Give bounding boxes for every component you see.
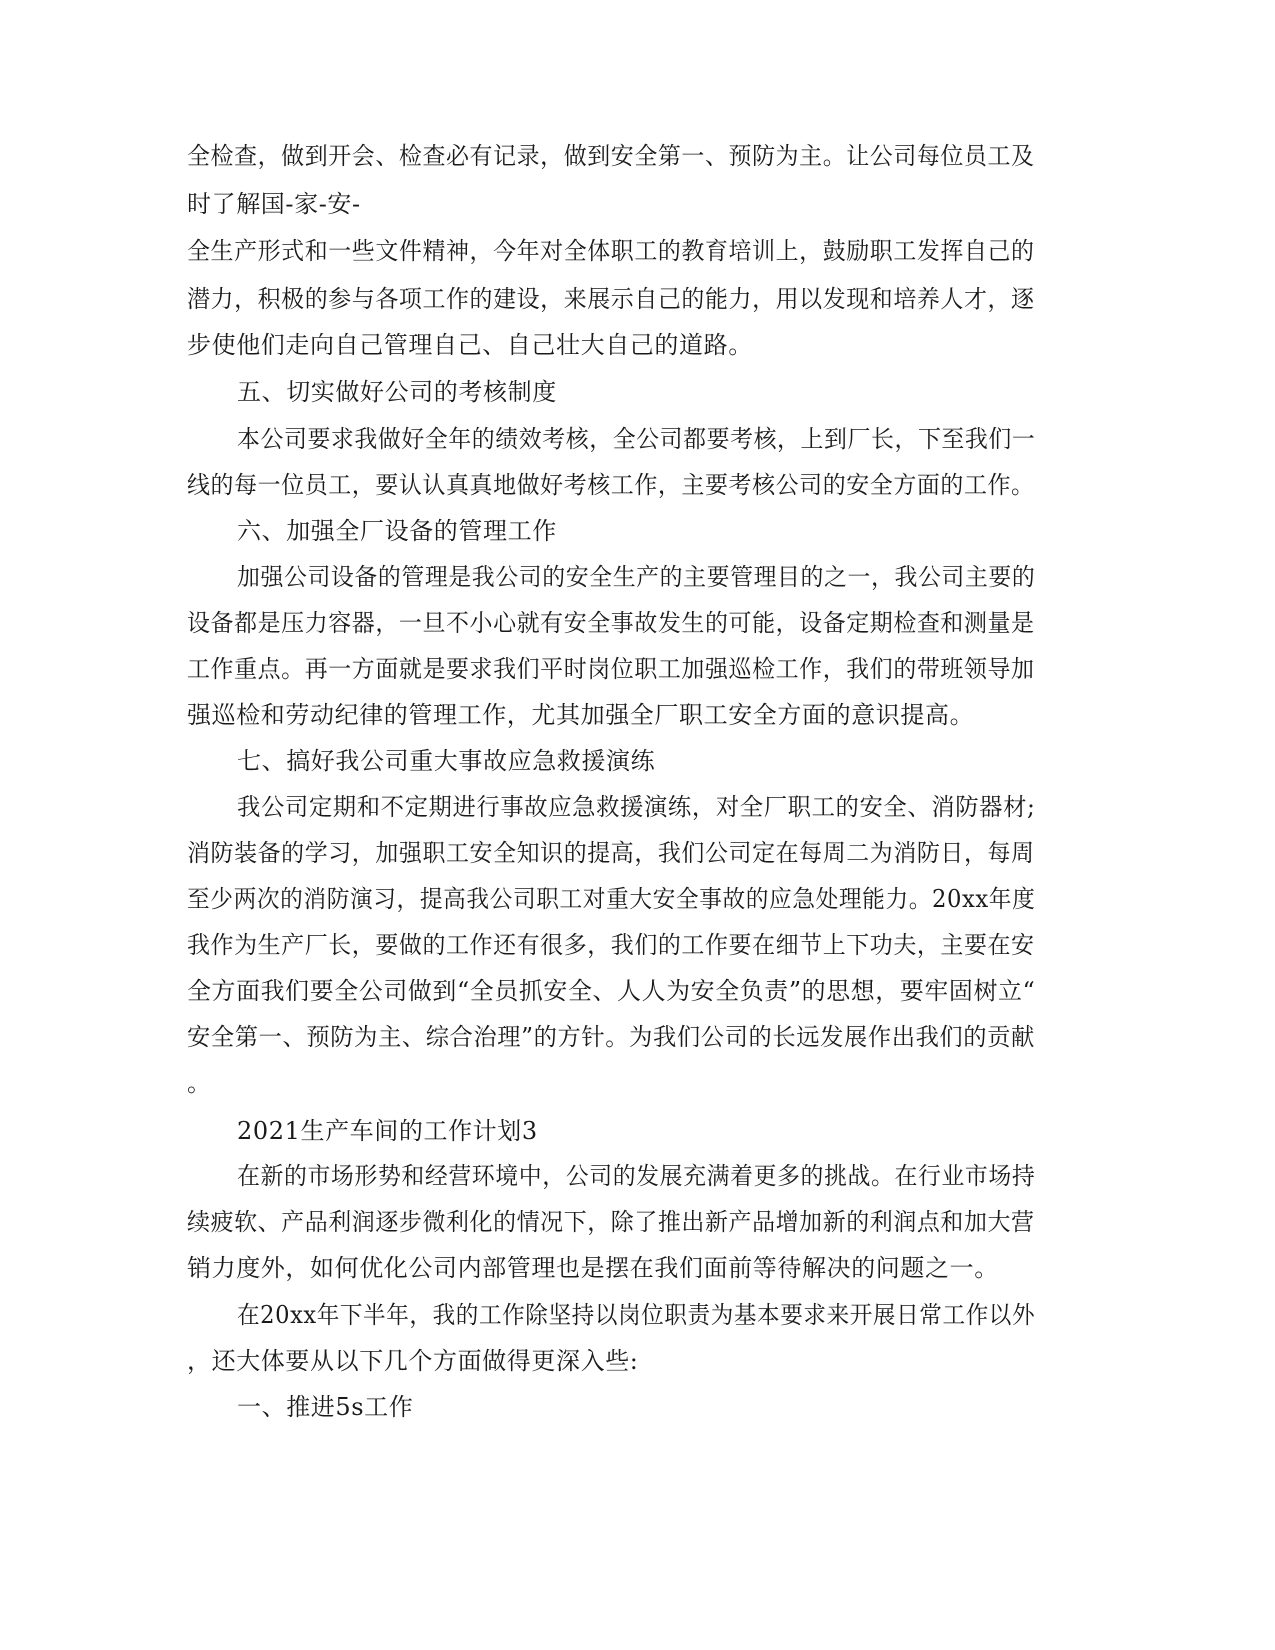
section-heading: 五、切实做好公司的考核制度: [237, 378, 557, 406]
body-text-line: 设备都是压力容器，一旦不小心就有安全事故发生的可能，设备定期检查和测量是: [187, 609, 1035, 637]
body-text-line: 强巡检和劳动纪律的管理工作，尤其加强全厂职工安全方面的意识提高。: [187, 701, 975, 729]
body-text-line: 消防装备的学习，加强职工安全知识的提高，我们公司定在每周二为消防日，每周: [187, 839, 1035, 867]
body-text-line: 全生产形式和一些文件精神，今年对全体职工的教育培训上，鼓励职工发挥自己的: [187, 237, 1035, 265]
section-heading: 一、推进5s工作: [237, 1393, 414, 1421]
body-text-line: 时了解国-家-安-: [187, 190, 361, 218]
document-subtitle: 2021生产车间的工作计划3: [237, 1117, 538, 1145]
section-heading: 七、搞好我公司重大事故应急救援演练: [237, 747, 656, 775]
body-text-line: 销力度外，如何优化公司内部管理也是摆在我们面前等待解决的问题之一。: [187, 1254, 999, 1282]
body-text-line: 我作为生产厂长，要做的工作还有很多，我们的工作要在细节上下功夫，主要在安: [187, 931, 1035, 959]
body-text-line: ，还大体要从以下几个方面做得更深入些:: [187, 1347, 639, 1375]
body-text-line: 我公司定期和不定期进行事故应急救援演练，对全厂职工的安全、消防器材;: [237, 793, 1036, 821]
body-text-line: 全方面我们要全公司做到“全员抓安全、人人为安全负责”的思想，要牢固树立“: [187, 977, 1036, 1005]
body-text-line: 在新的市场形势和经营环境中，公司的发展充满着更多的挑战。在行业市场持: [237, 1162, 1036, 1190]
body-text-line: 全检查，做到开会、检查必有记录，做到安全第一、预防为主。让公司每位员工及: [187, 142, 1035, 170]
body-text-line: 至少两次的消防演习，提高我公司职工对重大安全事故的应急处理能力。20xx年度: [187, 885, 1036, 913]
body-text-line: 工作重点。再一方面就是要求我们平时岗位职工加强巡检工作，我们的带班领导加: [187, 655, 1035, 683]
body-text-line: 潜力，积极的参与各项工作的建设，来展示自己的能力，用以发现和培养人才，逐: [187, 285, 1035, 313]
body-text-line: 线的每一位员工，要认认真真地做好考核工作，主要考核公司的安全方面的工作。: [187, 471, 1035, 499]
body-text-line: 本公司要求我做好全年的绩效考核，全公司都要考核，上到厂长，下至我们一: [237, 425, 1036, 453]
body-text-line: 续疲软、产品利润逐步微利化的情况下，除了推出新产品增加新的利润点和加大营: [187, 1208, 1035, 1236]
body-text-line: 加强公司设备的管理是我公司的安全生产的主要管理目的之一，我公司主要的: [237, 563, 1036, 591]
body-text-line: 步使他们走向自己管理自己、自己壮大自己的道路。: [187, 331, 753, 359]
body-text-line: 在20xx年下半年，我的工作除坚持以岗位职责为基本要求来开展日常工作以外: [237, 1301, 1036, 1329]
body-text-line: 安全第一、预防为主、综合治理”的方针。为我们公司的长远发展作出我们的贡献: [187, 1023, 1035, 1051]
section-heading: 六、加强全厂设备的管理工作: [237, 517, 557, 545]
body-text-line: 。: [187, 1069, 212, 1097]
